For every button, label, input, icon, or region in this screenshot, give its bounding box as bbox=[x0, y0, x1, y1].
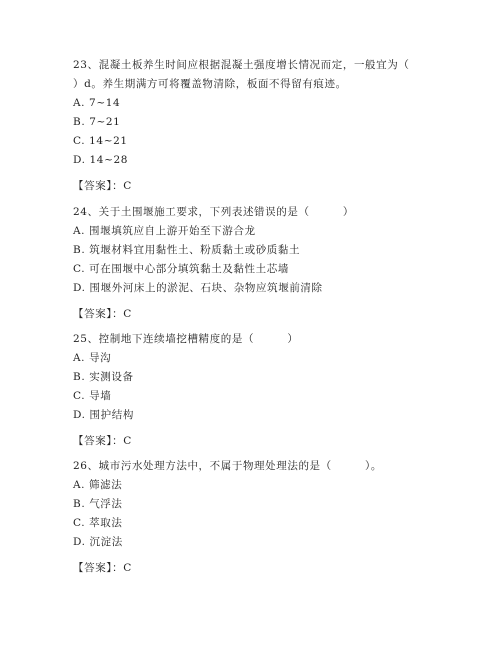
question-text: 24、关于土围堰施工要求，下列表述错误的是（ ） bbox=[73, 206, 354, 218]
option-a: A. 7~14 bbox=[73, 97, 121, 109]
option-d: D. 围堰外河床上的淤泥、石块、杂物应筑堰前清除 bbox=[73, 282, 323, 294]
option-d: D. 围护结构 bbox=[73, 409, 134, 421]
question-text: ）d。养生期满方可将覆盖物清除，板面不得留有痕迹。 bbox=[73, 78, 347, 90]
option-d: D. 沉淀法 bbox=[73, 536, 123, 548]
option-b: B. 实测设备 bbox=[73, 371, 134, 383]
option-c: C. 导墙 bbox=[73, 390, 112, 402]
question-text: 25、控制地下连续墙挖槽精度的是（ ） bbox=[73, 333, 299, 345]
option-c: C. 萃取法 bbox=[73, 517, 123, 529]
question-26 bbox=[73, 457, 433, 552]
option-c: C. 可在围堰中心部分填筑黏土及黏性土芯墙 bbox=[73, 263, 289, 275]
answer-26: 【答案】：C bbox=[73, 562, 132, 574]
option-a: A. 围堰填筑应自上游开始至下游合龙 bbox=[73, 225, 256, 237]
answer-24: 【答案】：C bbox=[73, 308, 132, 320]
answer-25: 【答案】：C bbox=[73, 435, 132, 447]
question-24 bbox=[73, 203, 433, 298]
question-text: 26、城市污水处理方法中，不属于物理处理法的是（ ）。 bbox=[73, 460, 383, 472]
question-text: 23、混凝土板养生时间应根据混凝土强度增长情况而定，一般宜为（ bbox=[73, 59, 410, 71]
option-a: A. 导沟 bbox=[73, 352, 112, 364]
option-b: B. 气浮法 bbox=[73, 498, 123, 510]
option-c: C. 14~21 bbox=[73, 135, 128, 147]
option-d: D. 14~28 bbox=[73, 154, 129, 166]
option-b: B. 筑堰材料宜用黏性土、粉质黏土或砂质黏土 bbox=[73, 244, 301, 256]
question-23 bbox=[73, 56, 433, 170]
option-a: A. 筛滤法 bbox=[73, 479, 123, 491]
option-b: B. 7~21 bbox=[73, 116, 121, 128]
answer-23: 【答案】：C bbox=[73, 180, 132, 192]
question-25 bbox=[73, 330, 433, 425]
